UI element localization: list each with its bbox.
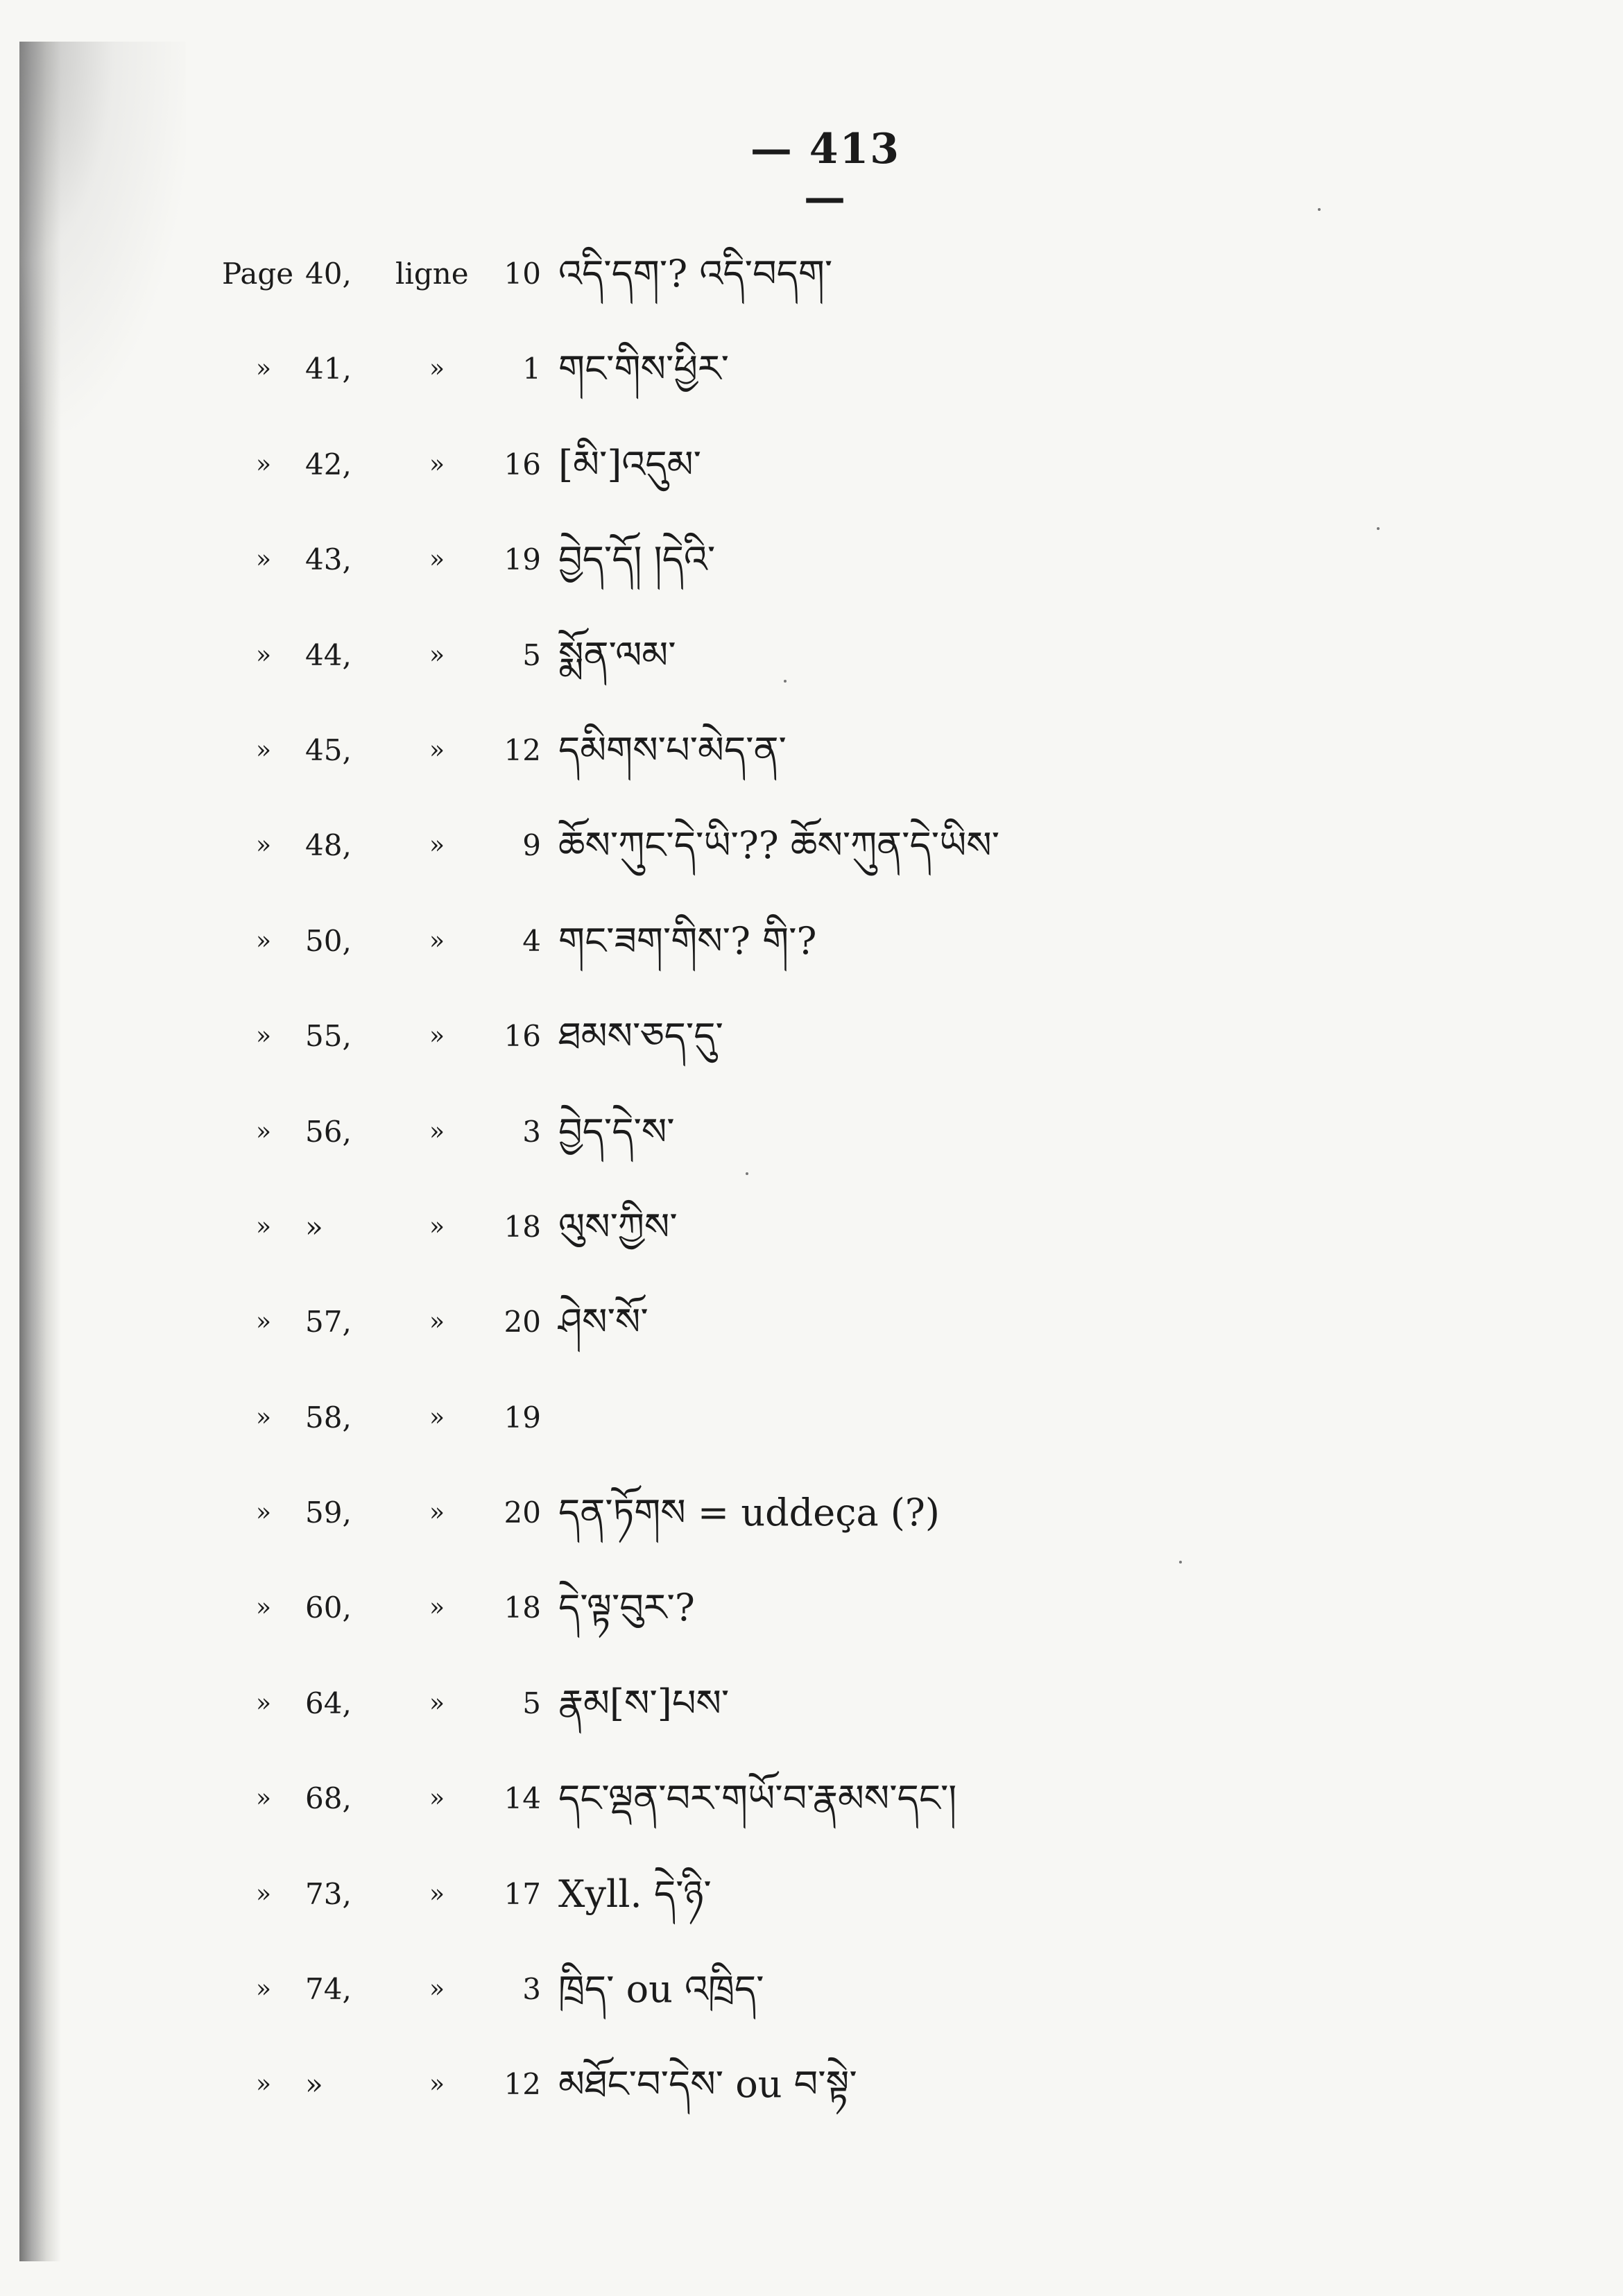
tibetan-correction: འདི་དག་? འདི་བདག་ bbox=[558, 252, 833, 295]
errata-row bbox=[222, 532, 1540, 627]
line-reference: 3 bbox=[522, 1114, 541, 1149]
ditto-mark: » bbox=[429, 449, 445, 479]
tibetan-correction: དམིགས་པ་མེད་ན་ bbox=[558, 728, 787, 772]
ditto-mark: » bbox=[429, 1022, 445, 1051]
page-reference: 57, bbox=[305, 1305, 352, 1339]
tibetan-correction: མཐོང་བ་དེས་ ou བ་སྟེ་ bbox=[558, 2062, 857, 2107]
line-reference: 18 bbox=[504, 1591, 541, 1625]
errata-row bbox=[222, 628, 1540, 723]
ditto-mark: » bbox=[429, 1879, 445, 1908]
ditto-mark: » bbox=[255, 1403, 272, 1432]
line-reference: 16 bbox=[504, 1019, 541, 1054]
paper-speck bbox=[1377, 527, 1380, 530]
paper-speck bbox=[1318, 208, 1321, 211]
tibetan-correction: གང་ཟག་གིས་? གི་? bbox=[558, 918, 817, 963]
ditto-mark: » bbox=[255, 1498, 272, 1527]
errata-row bbox=[222, 1199, 1540, 1294]
errata-row bbox=[222, 723, 1540, 818]
page-number: — 413 — bbox=[750, 125, 901, 222]
tibetan-correction: གང་གིས་ཕྱིར་ bbox=[558, 347, 729, 391]
ditto-mark: » bbox=[429, 735, 445, 764]
errata-row bbox=[222, 1867, 1540, 1962]
paper-speck bbox=[746, 1172, 748, 1175]
ditto-mark: » bbox=[429, 926, 445, 955]
tibetan-correction: ཆོས་ཀུང་དེ་ཡི་?? ཆོས་ཀུན་དེ་ཡིས་ bbox=[558, 823, 1000, 868]
ditto-mark: » bbox=[429, 1784, 445, 1813]
paper-speck bbox=[1179, 1561, 1182, 1563]
ditto-mark: » bbox=[255, 1022, 272, 1051]
page-reference: 55, bbox=[305, 1019, 352, 1054]
line-reference: 18 bbox=[504, 1209, 541, 1244]
errata-row bbox=[222, 437, 1540, 532]
line-reference: 20 bbox=[504, 1305, 541, 1339]
ditto-mark: » bbox=[255, 1688, 272, 1717]
page-reference: 44, bbox=[305, 637, 352, 672]
ditto-mark: » bbox=[255, 926, 272, 955]
tibetan-correction: རྣམ[ས་]པས་ bbox=[558, 1681, 730, 1725]
tibetan-correction: སྨོན་ལམ་ bbox=[558, 633, 676, 677]
tibetan-correction: དང་ལྡན་བར་གཡོ་བ་རྣམས་དང་། bbox=[558, 1776, 957, 1821]
ditto-mark: » bbox=[255, 1212, 272, 1241]
errata-row bbox=[222, 914, 1540, 1009]
errata-row bbox=[222, 1009, 1540, 1104]
ditto-mark: » bbox=[429, 1498, 445, 1527]
page-reference: 56, bbox=[305, 1114, 352, 1149]
tibetan-correction: ཁྲིད་ ou འཁྲིད་ bbox=[558, 1967, 764, 2012]
errata-row bbox=[222, 1390, 1540, 1485]
ditto-mark: » bbox=[429, 831, 445, 860]
page-reference: 58, bbox=[305, 1400, 352, 1434]
line-reference: 3 bbox=[522, 1972, 541, 2007]
line-reference: 5 bbox=[522, 637, 541, 672]
page-edge-smudge bbox=[19, 42, 186, 430]
line-reference: 1 bbox=[522, 352, 541, 386]
ditto-mark: » bbox=[429, 1403, 445, 1432]
line-reference: 12 bbox=[504, 2067, 541, 2102]
tibetan-correction: ཐམས་ཅད་དུ་ bbox=[558, 1014, 723, 1059]
tibetan-correction: [མི་]འདུམ་ bbox=[558, 442, 701, 486]
tibetan-correction: དེ་ལྟ་བུར་? bbox=[558, 1586, 695, 1630]
ditto-mark: » bbox=[255, 831, 272, 860]
page-reference: 41, bbox=[305, 352, 352, 386]
errata-row bbox=[222, 1962, 1540, 2057]
line-reference: 19 bbox=[504, 1400, 541, 1434]
tibetan-correction: Xyll. དེ་ཉི་ bbox=[558, 1871, 712, 1916]
paper-speck bbox=[784, 680, 787, 683]
ditto-mark: » bbox=[429, 1688, 445, 1717]
ditto-mark: » bbox=[255, 640, 272, 669]
line-reference: 4 bbox=[522, 923, 541, 958]
page-reference: » bbox=[305, 1209, 323, 1244]
page-reference: » bbox=[305, 2067, 323, 2102]
errata-row bbox=[222, 1485, 1540, 1580]
line-reference: 16 bbox=[504, 447, 541, 481]
line-reference: 12 bbox=[504, 733, 541, 767]
errata-row bbox=[222, 1580, 1540, 1675]
page-reference: 45, bbox=[305, 733, 352, 767]
line-reference: 14 bbox=[504, 1781, 541, 1816]
ditto-mark: » bbox=[255, 1593, 272, 1622]
page-reference: 68, bbox=[305, 1781, 352, 1816]
page-reference: 73, bbox=[305, 1876, 352, 1911]
ditto-mark: » bbox=[255, 1879, 272, 1908]
page-reference: 50, bbox=[305, 923, 352, 958]
line-reference: 19 bbox=[504, 542, 541, 577]
ditto-mark: » bbox=[429, 2070, 445, 2099]
errata-row bbox=[222, 2057, 1540, 2152]
tibetan-correction: བྱེད་དེ་ས་ bbox=[558, 1109, 675, 1154]
ditto-mark: » bbox=[255, 1784, 272, 1813]
ditto-mark: » bbox=[429, 545, 445, 574]
errata-row bbox=[222, 1294, 1540, 1389]
ditto-mark: » bbox=[429, 1117, 445, 1146]
ditto-mark: » bbox=[429, 640, 445, 669]
page-reference: 64, bbox=[305, 1686, 352, 1720]
page-reference: 40, bbox=[305, 257, 352, 291]
tibetan-correction: དན་ཏོགས = uddeça (?) bbox=[558, 1491, 940, 1535]
errata-row bbox=[222, 341, 1540, 436]
tibetan-correction: ལུས་ཀྱིས་ bbox=[558, 1204, 678, 1249]
page-reference: 42, bbox=[305, 447, 352, 481]
errata-row bbox=[222, 246, 1540, 341]
errata-row bbox=[222, 1676, 1540, 1771]
ditto-mark: » bbox=[255, 735, 272, 764]
errata-row bbox=[222, 818, 1540, 913]
ditto-mark: » bbox=[255, 1117, 272, 1146]
line-reference: 5 bbox=[522, 1686, 541, 1720]
ditto-mark: » bbox=[429, 1308, 445, 1337]
page-reference: 60, bbox=[305, 1591, 352, 1625]
ditto-mark: » bbox=[255, 1975, 272, 2004]
errata-list bbox=[222, 246, 1540, 2152]
ditto-mark: » bbox=[255, 354, 272, 384]
line-reference: 17 bbox=[504, 1876, 541, 1911]
page-reference: 43, bbox=[305, 542, 352, 577]
ditto-mark: » bbox=[429, 1593, 445, 1622]
errata-row bbox=[222, 1104, 1540, 1199]
ditto-mark: » bbox=[429, 354, 445, 384]
ditto-mark: » bbox=[255, 449, 272, 479]
line-reference: 9 bbox=[522, 828, 541, 863]
ditto-mark: » bbox=[255, 2070, 272, 2099]
ditto-mark: » bbox=[429, 1975, 445, 2004]
page-reference: 59, bbox=[305, 1496, 352, 1530]
line-reference: 10 bbox=[504, 257, 541, 291]
ditto-mark: » bbox=[255, 1308, 272, 1337]
line-reference: 20 bbox=[504, 1496, 541, 1530]
line-word: ligne bbox=[395, 257, 469, 291]
tibetan-correction: ཤེས་སོ་ bbox=[558, 1300, 649, 1344]
errata-row bbox=[222, 1771, 1540, 1866]
ditto-mark: » bbox=[429, 1212, 445, 1241]
ditto-mark: » bbox=[255, 545, 272, 574]
page-reference: 48, bbox=[305, 828, 352, 863]
page-word: Page bbox=[222, 257, 294, 291]
tibetan-correction: བྱེད་དོ། །དེའི་ bbox=[558, 538, 716, 582]
page-reference: 74, bbox=[305, 1972, 352, 2007]
